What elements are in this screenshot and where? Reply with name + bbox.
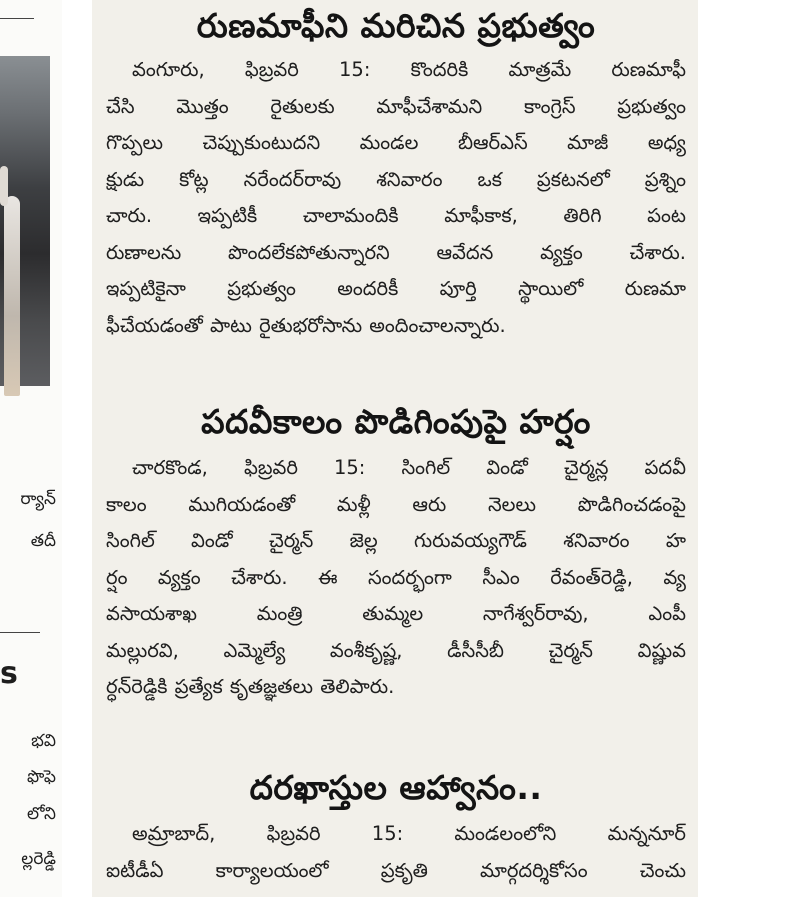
article-line: గొప్పలు చెప్పుకుంటుదని మండల బీఆర్ఎస్ మాజీ అధ్య	[106, 131, 686, 154]
article-line: అమ్రాబాద్, ఫిబ్రవరి 15: మండలంలోని మన్ననూర్	[132, 822, 686, 845]
column-rule-mid	[0, 632, 40, 633]
article-body	[106, 816, 686, 889]
photo-figure-hand	[0, 166, 8, 206]
article-line: రుణాలను పొందలేకపోతున్నారని ఆవేదన వ్యక్తం చేశారు.	[106, 240, 686, 264]
page-margin	[698, 0, 800, 897]
adjacent-text-fragment: ర్యాన్	[20, 489, 56, 509]
article-body	[106, 450, 686, 706]
adjacent-text-fragment: తదీ	[30, 531, 56, 551]
article-headline: పదవీకాలం పొడిగింపుపై హర్షం	[201, 402, 591, 441]
article-line: ఇప్పటికైనా ప్రభుత్వం అందరికీ పూర్తి స్థాయిలో రుణమా	[106, 277, 686, 300]
photo-figure	[4, 196, 20, 396]
article-body	[106, 52, 686, 344]
article-line: ఫీచేయడంతో పాటు రైతుభరోసాను అందించాలన్నారు.	[106, 313, 506, 337]
adjacent-text-fragment: ఫొఫె	[27, 767, 56, 787]
article-line: చారు. ఇప్పటికీ చాలామందికి మాఫీకాక, తిరిగి పంట	[106, 204, 686, 227]
article-line: ర్ధన్‌రెడ్డికి ప్రత్యేక కృతజ్ఞతలు తెలిపారు.	[106, 675, 395, 698]
adjacent-text-fragment: లోని	[26, 804, 56, 824]
article-line: క్షుడు కోట్ల నరేందర్‌రావు శనివారం ఒక ప్రకటనలో ప్రశ్నిం	[106, 167, 686, 191]
article-column	[92, 0, 698, 897]
article-line: వంగూరు, ఫిబ్రవరి 15: కొందరికి మాత్రమే రుణమాఫీ	[132, 58, 686, 81]
article-headline: దరఖాస్తుల ఆహ్వానం..	[249, 768, 543, 807]
article-loan-waiver	[106, 0, 686, 344]
article-line: వసాయశాఖ మంత్రి తుమ్మల నాగేశ్వర్‌రావు, ఎంపీ	[106, 602, 686, 625]
column-rule-top	[0, 18, 34, 19]
adjacent-headline-fragment: s	[0, 656, 18, 691]
adjacent-photo	[0, 56, 50, 386]
article-line: ఐటీడీఏ కార్యాలయంలో ప్రకృతి మార్గదర్శికోసం చెంచు	[106, 858, 686, 882]
adjacent-text-fragment: భవి	[31, 731, 56, 751]
article-line: చేసి మొత్తం రైతులకు మాఫీచేశామని కాంగ్రెస్ ప్రభుత్వం	[106, 94, 686, 118]
adjacent-column	[0, 0, 62, 897]
article-applications	[106, 760, 686, 889]
article-line: చారకొండ, ఫిబ్రవరి 15: సింగిల్ విండో చైర్మన్ల పదవీ	[132, 456, 686, 479]
article-headline: రుణమాఫీని మరిచిన ప్రభుత్వం	[196, 6, 596, 45]
article-line: ర్షం వ్యక్తం చేశారు. ఈ సందర్భంగా సీఎం రేవంత్‌రెడ్డి, వ్య	[106, 565, 686, 589]
article-line: కాలం ముగియడంతో మళ్లీ ఆరు నెలలు పొడిగించడంపై	[106, 492, 686, 516]
article-line: సింగిల్ విండో చైర్మన్ జెల్ల గురువయ్యగౌడ్ శనివారం హ	[106, 529, 686, 552]
adjacent-text-fragment: ల్లరెడ్డి	[21, 849, 56, 869]
article-tenure-extension	[106, 394, 686, 706]
article-line: మల్లురవి, ఎమ్మెల్యే వంశీకృష్ణ, డీసీసీబీ చైర్మన్ విష్ణువ	[106, 638, 686, 662]
